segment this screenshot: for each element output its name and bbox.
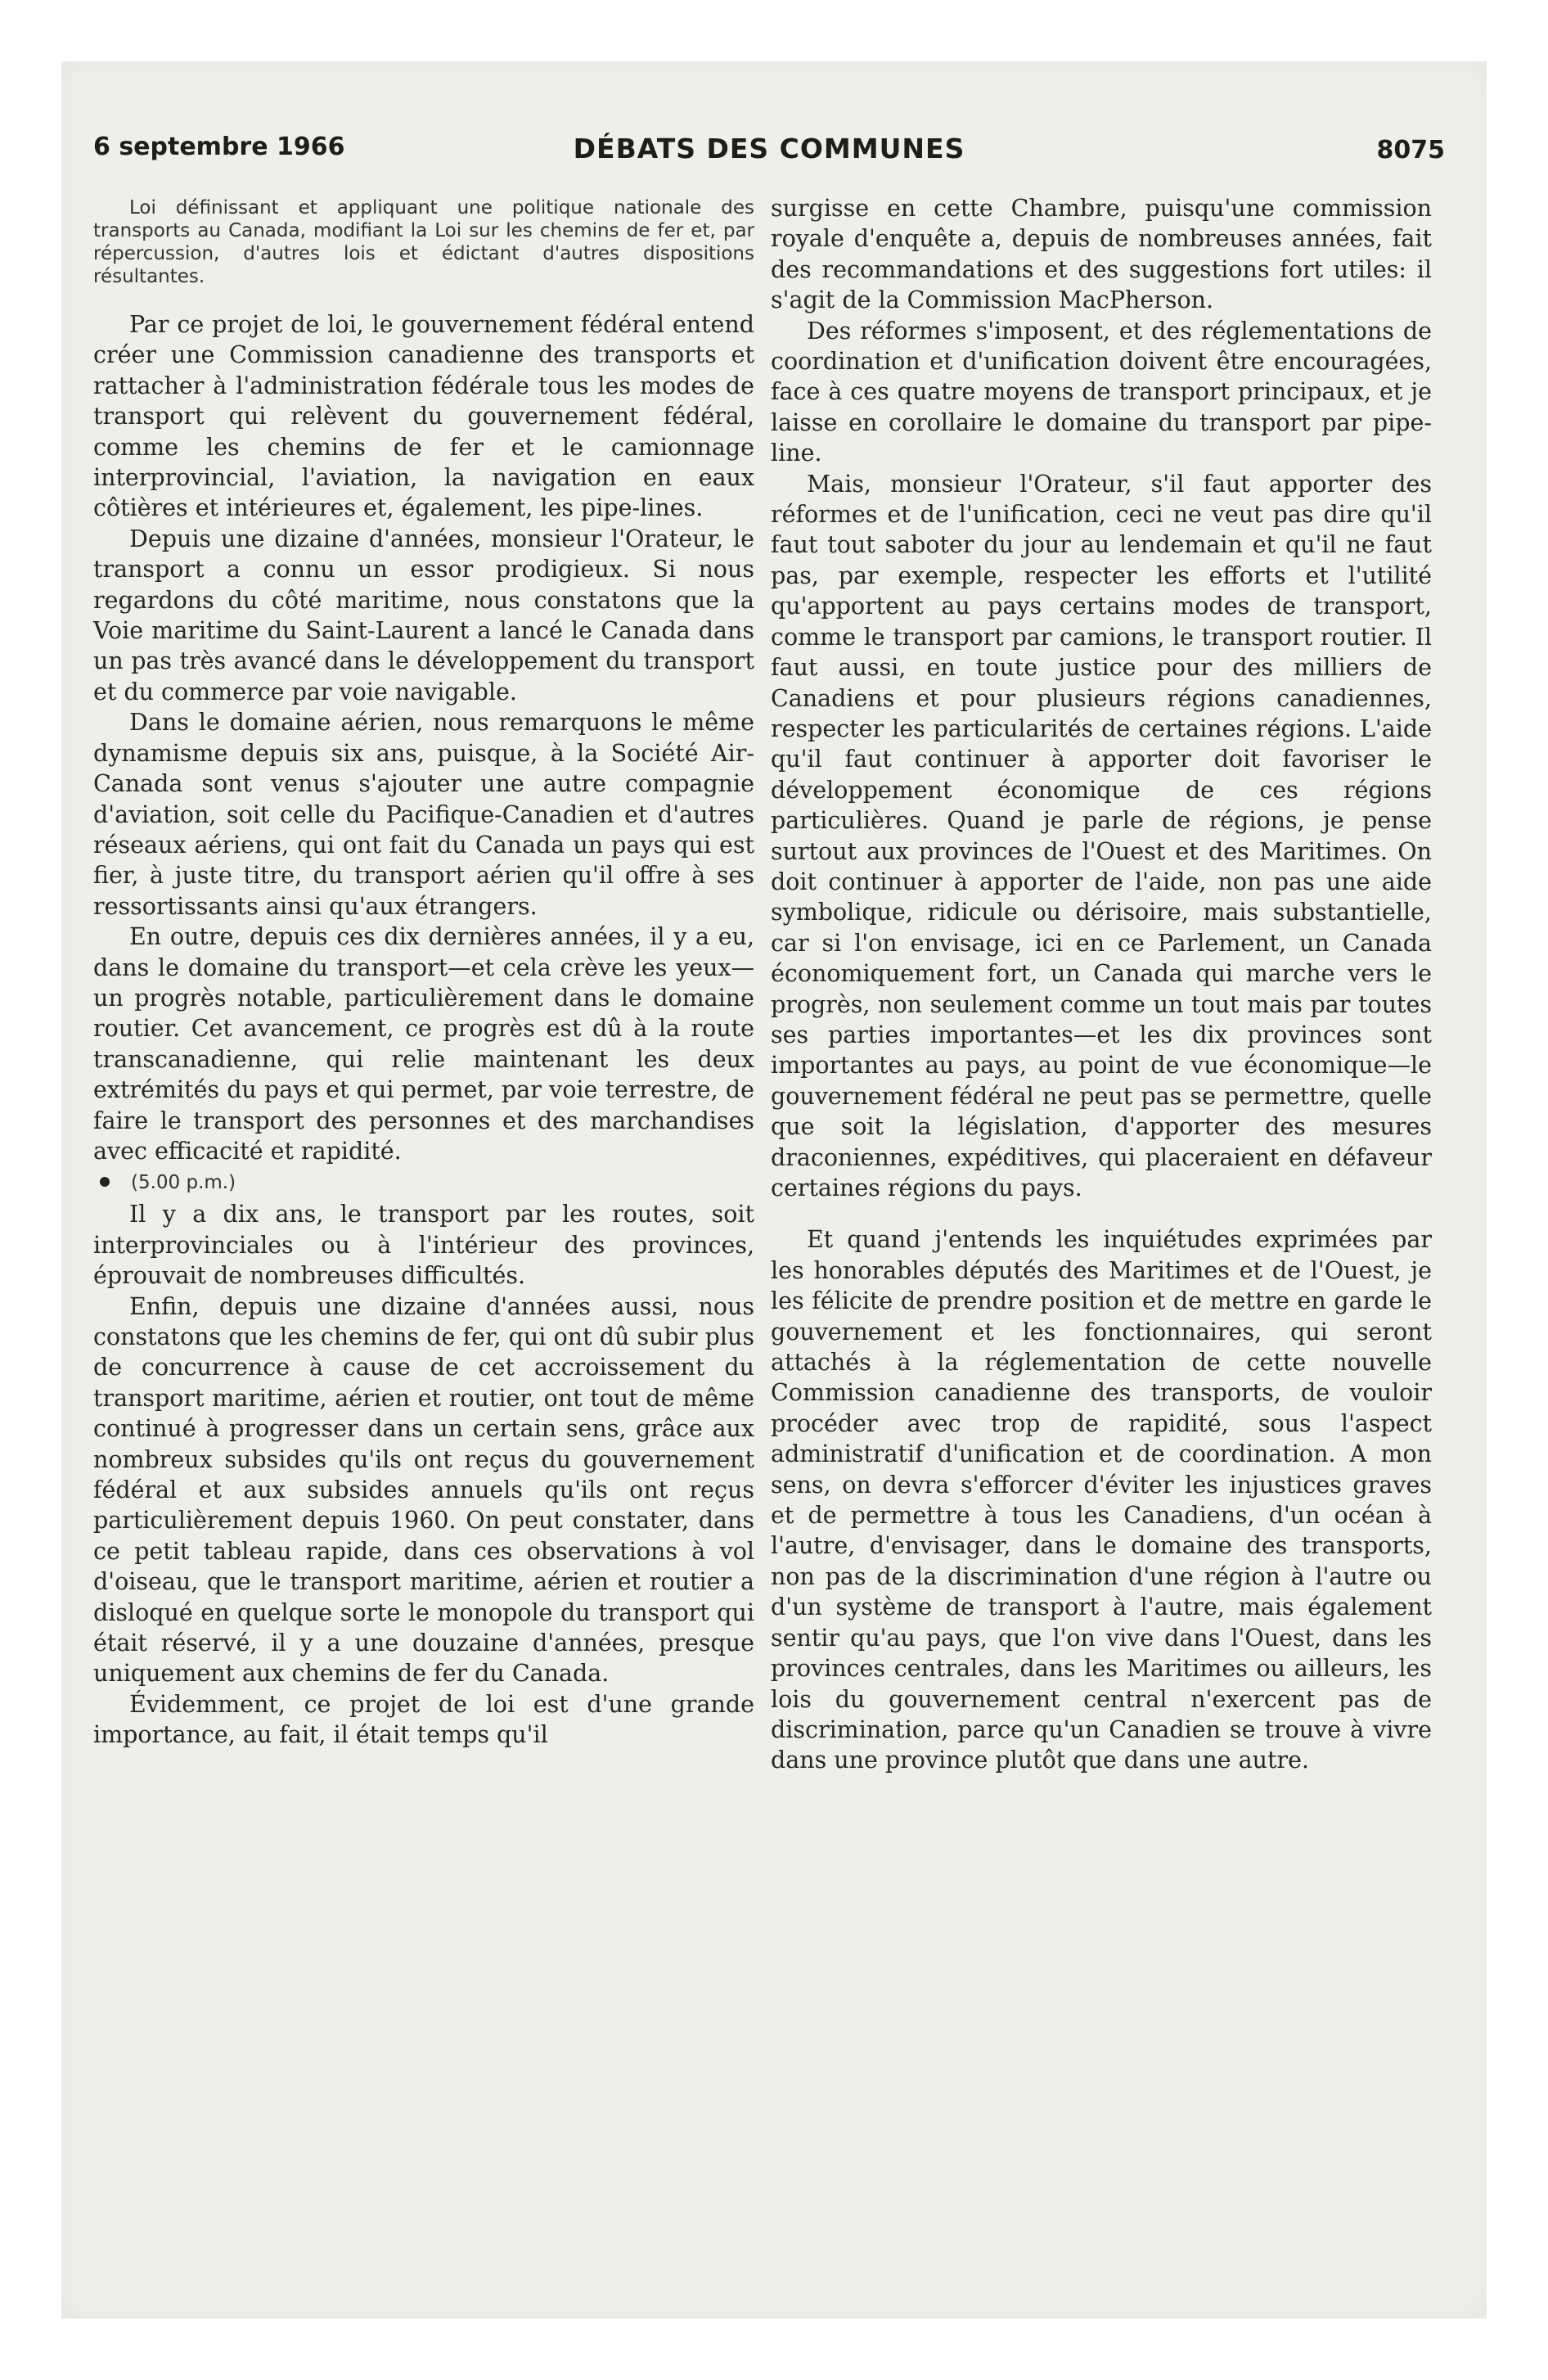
header-page-number: 8075 — [1376, 136, 1445, 165]
paragraph: Dans le domaine aérien, nous remarquons le même dynamisme depuis six ans, puisque, à la Société Air-Canada sont venus s'ajouter une autre compagnie d'aviation, soit celle du Pacifique-Canadien et d'autres réseaux aériens, qui ont fait du Canada un pays qui est fier, à juste titre, du transport aérien qu'il offre à ses ressortissants ainsi qu'aux étrangers. — [93, 709, 754, 920]
paragraph: Depuis une dizaine d'années, monsieur l'Orateur, le transport a connu un essor prodigieux. Si nous regardons du côté maritime, nous constatons que la Voie maritime du Saint-Laurent a lancé le Canada dans un pas très avancé dans le développement du transport et du commerce par voie navigable. — [93, 525, 754, 705]
paragraph: Et quand j'entends les inquiétudes exprimées par les honorables députés des Maritimes et de l'Ouest, je les félicite de prendre position et de mettre en garde le gouvernement et les fonctionnaires, qui seront attachés à la réglementation de cette nouvelle Commission canadienne des transports, de vouloir procéder avec trop de rapidité, sous l'aspect administratif d'unification et de coordination. A mon sens, on devra s'efforcer d'éviter les injustices graves et de permettre à tous les Canadiens, d'un océan à l'autre, d'envisager, dans le domaine des transports, non pas de la discrimination d'une région à l'autre ou d'un système de transport à l'autre, mais également sentir qu'au pays, que l'on vive dans l'Ouest, dans les provinces centrales, dans les Maritimes ou ailleurs, les lois du gouvernement central n'exercent pas de discrimination, parce qu'un Canadien se trouve à vivre dans une province plutôt que dans une autre. — [771, 1226, 1432, 1774]
section-gap — [771, 1203, 1432, 1224]
paragraph: Des réformes s'imposent, et des réglementations de coordination et d'unification doivent être encouragées, face à ces quatre moyens de transport principaux, et je laisse en corollaire le domaine du transport par pipe-line. — [771, 317, 1432, 467]
header-date: 6 septembre 1966 — [93, 133, 345, 161]
page-header — [93, 133, 1445, 174]
time-stamp-text: (5.00 p.m.) — [131, 1172, 236, 1194]
paragraph: Par ce projet de loi, le gouvernement fédéral entend créer une Commission canadienne des transports et rattacher à l'administration fédérale tous les modes de transport qui relèvent du gouvernement fédéral, comme les chemins de fer et le camionnage interprovincial, l'aviation, la navigation en eaux côtières et intérieures et, également, les pipe-lines. — [93, 311, 754, 522]
time-stamp — [93, 1166, 754, 1199]
paragraph: Mais, monsieur l'Orateur, s'il faut apporter des réformes et de l'unification, ceci ne veut pas dire qu'il faut tout saboter du jour au lendemain et qu'il ne faut pas, par exemple, respecter les efforts et l'utilité qu'apportent au pays certains modes de transport, comme le transport par camions, le transport routier. Il faut aussi, en toute justice pour des milliers de Canadiens et pour plusieurs régions canadiennes, respecter les particularités de certaines régions. L'aide qu'il faut continuer à apporter doit favoriser le développement économique de ces régions particulières. Quand je parle de régions, je pense surtout aux provinces de l'Ouest et des Maritimes. On doit continuer à apporter de l'aide, non pas une aide symbolique, ridicule ou dérisoire, mais substantielle, car si l'on envisage, ici en ce Parlement, un Canada économiquement fort, un Canada qui marche vers le progrès, non seulement comme un tout mais par toutes ses parties importantes—et les dix provinces sont importantes au pays, au point de vue économique—le gouvernement fédéral ne peut pas se permettre, quelle que soit la législation, d'apporter des mesures draconiennes, expéditives, qui placeraient en défaveur certaines régions du pays. — [771, 470, 1432, 1201]
paragraph: surgisse en cette Chambre, puisqu'une commission royale d'enquête a, depuis de nombreuses années, fait des recommandations et des suggestions fort utiles: il s'agit de la Commission MacPherson. — [771, 195, 1432, 314]
bullet-icon — [100, 1177, 110, 1187]
right-column — [771, 193, 1432, 1776]
bill-summary: Loi définissant et appliquant une politique nationale des transports au Canada, modifiant la Loi sur les chemins de fer et, par répercussion, d'autres lois et édictant d'autres dispositions résultantes. — [93, 197, 754, 287]
paragraph: Évidemment, ce projet de loi est d'une grande importance, au fait, il était temps qu'il — [93, 1690, 754, 1749]
paragraph: En outre, depuis ces dix dernières années, il y a eu, dans le domaine du transport—et cela crève les yeux—un progrès notable, particulièrement dans le domaine routier. Cet avancement, ce progrès est dû à la route transcanadienne, qui relie maintenant les deux extrémités du pays et qui permet, par voie terrestre, de faire le transport des personnes et des marchandises avec efficacité et rapidité. — [93, 923, 754, 1165]
paragraph: Il y a dix ans, le transport par les routes, soit interprovinciales ou à l'intérieur des provinces, éprouvait de nombreuses difficultés. — [93, 1201, 754, 1290]
paragraph: Enfin, depuis une dizaine d'années aussi, nous constatons que les chemins de fer, qui ont dû subir plus de concurrence à cause de cet accroissement du transport maritime, aérien et routier, ont tout de même continué à progresser dans un certain sens, grâce aux nombreux subsides qu'ils ont reçus du gouvernement fédéral et aux subsides annuels qu'ils ont reçus particulièrement depuis 1960. On peut constater, dans ce petit tableau rapide, dans ces observations à vol d'oiseau, que le transport maritime, aérien et routier a disloqué en quelque sorte le monopole du transport qui était réservé, il y a une douzaine d'années, presque uniquement aux chemins de fer du Canada. — [93, 1292, 754, 1688]
left-column — [93, 196, 754, 1751]
header-publication-title: DÉBATS DES COMMUNES — [573, 133, 965, 165]
